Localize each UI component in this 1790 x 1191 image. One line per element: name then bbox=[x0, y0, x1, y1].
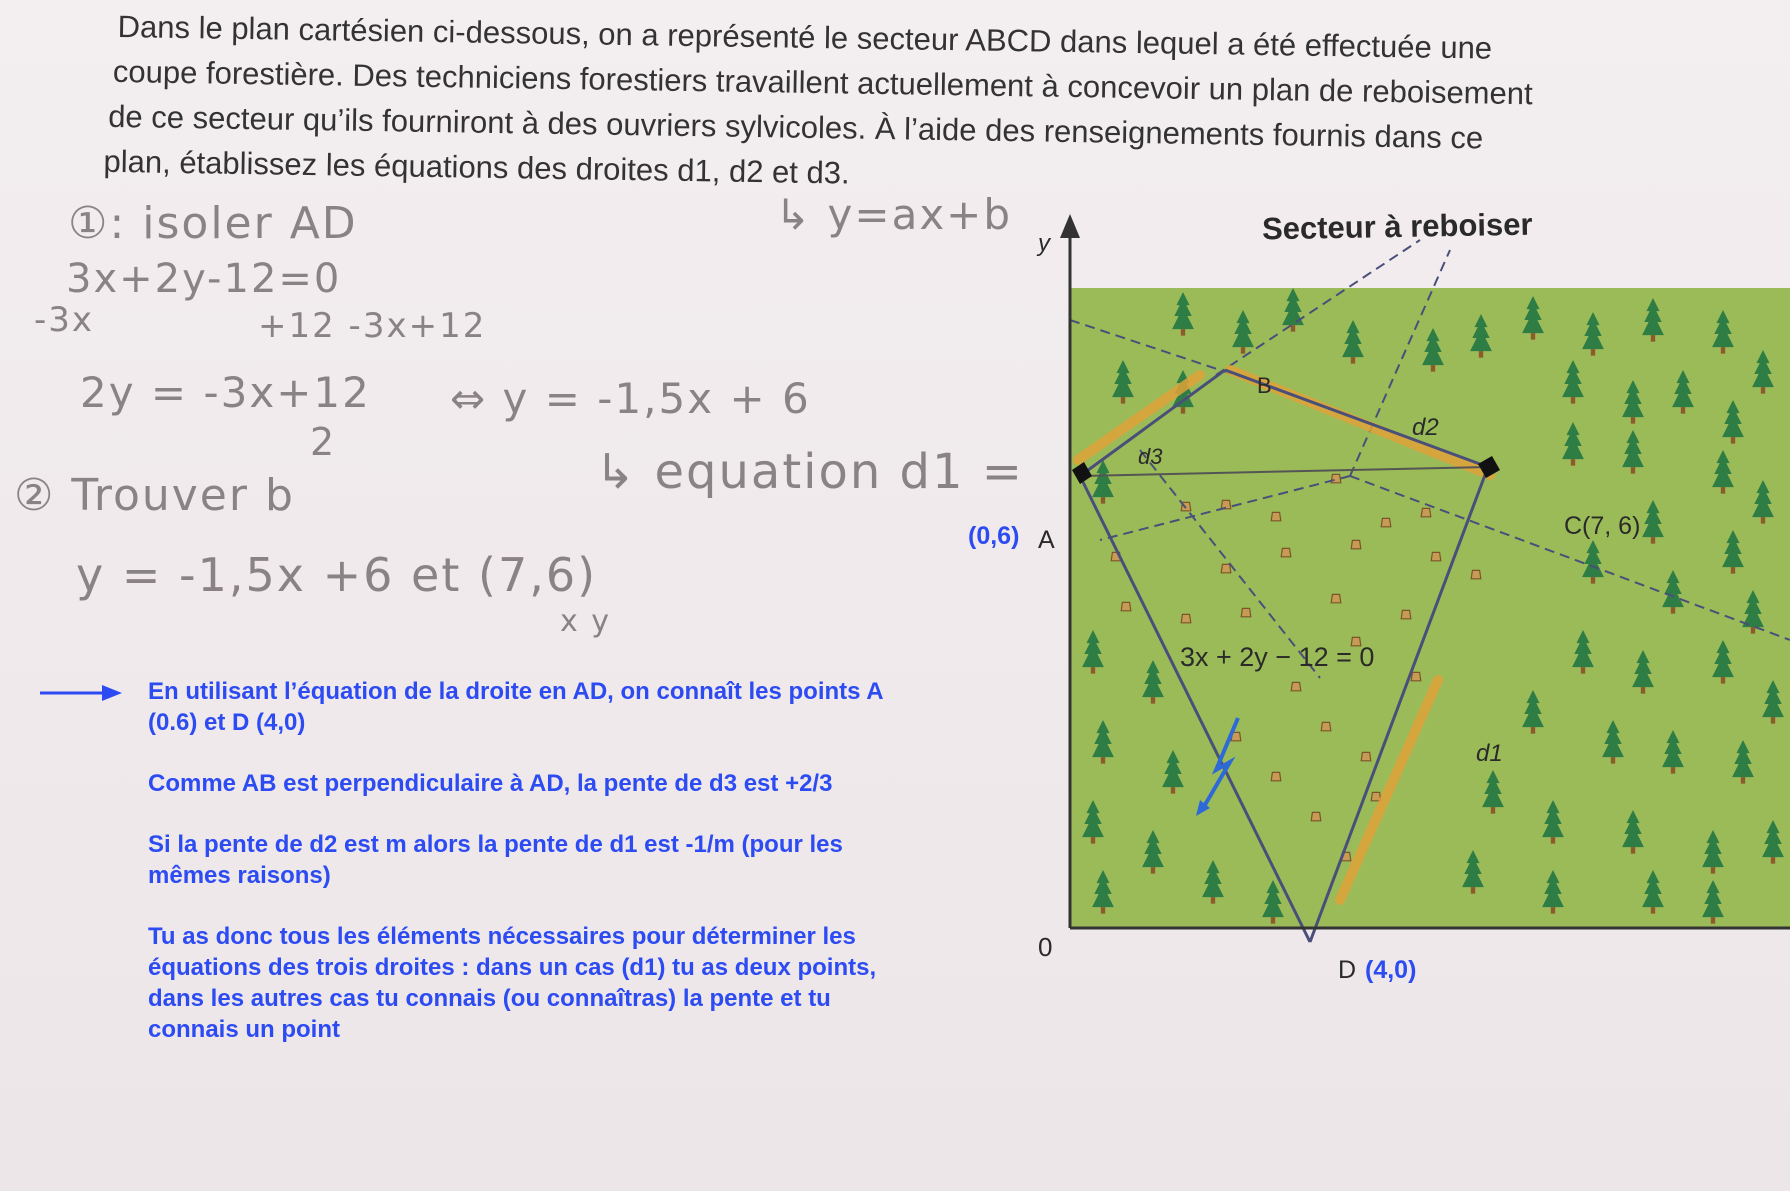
line-ad-equation: 3x + 2y − 12 = 0 bbox=[1180, 642, 1375, 672]
point-a-label: A bbox=[1038, 526, 1055, 554]
handwritten-equation-d1: ↳ equation d1 = bbox=[595, 444, 1024, 500]
sector-figure bbox=[968, 210, 1790, 1080]
handwritten-denominator: 2 bbox=[310, 420, 337, 464]
d2-label: d2 bbox=[1412, 414, 1439, 441]
point-d-coordinates: (4,0) bbox=[1365, 956, 1417, 984]
hint-3: Si la pente de d2 est m alors la pente de d1 est -1/m (pour les mêmes raisons) bbox=[148, 831, 843, 889]
point-a-coordinates: (0,6) bbox=[968, 522, 1020, 550]
problem-statement bbox=[103, 4, 1758, 210]
handwritten-subtract: -3x bbox=[34, 300, 95, 340]
d1-label: d1 bbox=[1476, 740, 1503, 767]
point-b-label: B bbox=[1257, 373, 1272, 398]
y-axis-label: y bbox=[1038, 230, 1050, 257]
point-c-label: C(7, 6) bbox=[1564, 512, 1641, 540]
hint-2: Comme AB est perpendiculaire à AD, la pente de d3 est +2/3 bbox=[148, 770, 833, 797]
problem-line-4: plan, établissez les équations des droites d1, d2 et d3. bbox=[103, 143, 850, 191]
handwritten-eq-1: 3x+2y-12=0 bbox=[66, 256, 342, 302]
hints bbox=[148, 676, 928, 1075]
y-axis-arrow-icon bbox=[1060, 214, 1080, 238]
handwritten-xy: x y bbox=[560, 604, 612, 639]
figure-title: Secteur à reboiser bbox=[1261, 206, 1533, 247]
handwritten-add: +12 -3x+12 bbox=[258, 306, 487, 346]
sector-diagram bbox=[1020, 210, 1790, 1080]
handwritten-step-1: ①: isoler AD bbox=[68, 198, 358, 249]
problem-line-1: Dans le plan cartésien ci-dessous, on a représenté le secteur ABCD dans lequel a été effectuée une bbox=[117, 8, 1493, 66]
handwritten-eq-2: 2y = -3x+12 bbox=[80, 368, 371, 417]
hint-1: En utilisant l’équation de la droite en AD, on connaît les points A (0.6) et D (4,0) bbox=[148, 678, 883, 736]
point-d-label: D bbox=[1338, 956, 1357, 984]
problem-line-2: coupe forestière. Des techniciens forestiers travaillent actuellement à concevoir un plan de reboisement bbox=[112, 53, 1533, 112]
problem-line-3: de ce secteur qu’ils fourniront à des ouvriers sylvicoles. À l’aide des renseignements fournis dans ce bbox=[107, 98, 1484, 156]
handwritten-form: ↳ y=ax+b bbox=[775, 190, 1013, 239]
blue-arrow-icon bbox=[40, 683, 122, 703]
origin-label: 0 bbox=[1038, 932, 1053, 962]
handwritten-eq-3: y = -1,5x +6 et (7,6) bbox=[76, 548, 598, 602]
hint-4: Tu as donc tous les éléments nécessaires pour déterminer les équations des trois droites : dans un cas (d1) tu as deux points, dans les autres cas tu connais (ou connaîtras) la pente et tu connais un point bbox=[148, 923, 877, 1043]
handwritten-result: ⇔ y = -1,5x + 6 bbox=[450, 374, 811, 423]
handwritten-step-2: ② Trouver b bbox=[14, 470, 295, 521]
d3-label: d3 bbox=[1138, 444, 1163, 469]
